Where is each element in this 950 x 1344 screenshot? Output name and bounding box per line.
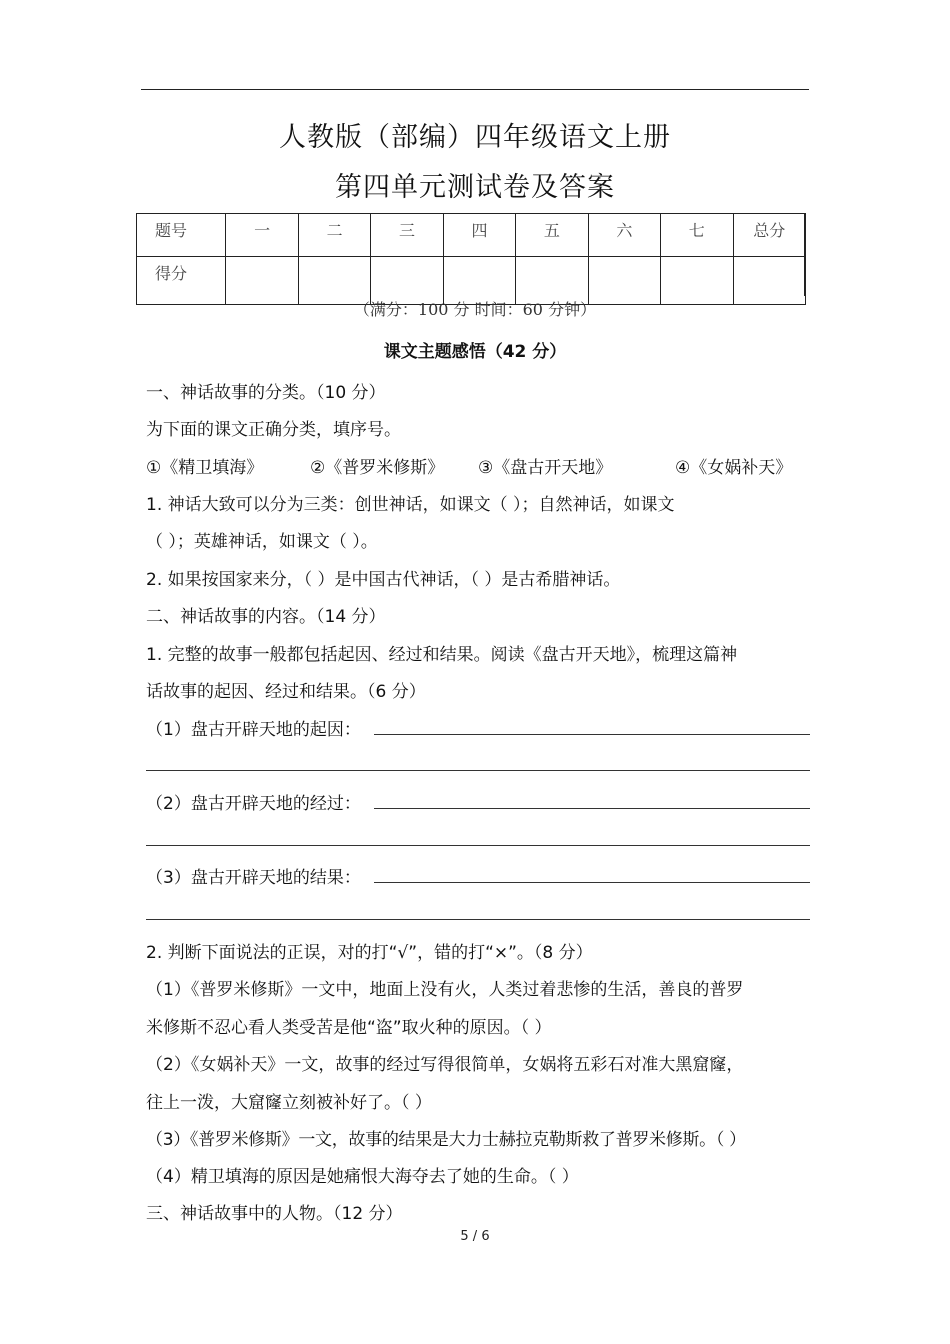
score-cell-header: 二 — [298, 214, 370, 257]
answer-line[interactable] — [146, 845, 810, 846]
q2-heading: 二、神话故事的内容。（14 分） — [146, 607, 386, 627]
q2-sub2-label: （2）盘古开辟天地的经过： — [146, 794, 361, 814]
option-2: ②《普罗米修斯》 — [310, 458, 445, 478]
option-3: ③《盘古开天地》 — [478, 458, 613, 478]
q1-item2: 2. 如果按国家来分，（ ）是中国古代神话，（ ）是古希腊神话。 — [146, 570, 621, 590]
answer-line[interactable] — [374, 734, 810, 735]
score-cell-header: 五 — [516, 214, 588, 257]
judge-3: （3）《普罗米修斯》一文，故事的结果是大力士赫拉克勒斯救了普罗米修斯。（ ） — [146, 1130, 746, 1150]
q1-instruction: 为下面的课文正确分类，填序号。 — [146, 420, 401, 440]
answer-line[interactable] — [146, 919, 810, 920]
q2-item2: 2. 判断下面说法的正误，对的打“√”，错的打“×”。（8 分） — [146, 943, 593, 963]
score-table — [136, 213, 806, 305]
judge-4: （4）精卫填海的原因是她痛恨大海夺去了她的生命。（ ） — [146, 1167, 579, 1187]
option-1: ①《精卫填海》 — [146, 458, 264, 478]
answer-line[interactable] — [374, 882, 810, 883]
q1-item1-line2: （ ）；英雄神话，如课文（ ）。 — [146, 532, 378, 552]
q2-item1-line1: 1. 完整的故事一般都包括起因、经过和结果。阅读《盘古开天地》，梳理这篇神 — [146, 645, 738, 665]
score-cell-header: 六 — [588, 214, 660, 257]
q1-heading: 一、神话故事的分类。（10 分） — [146, 383, 386, 403]
judge-2-line1: （2）《女娲补天》一文，故事的经过写得很简单，女娲将五彩石对准大黑窟窿， — [146, 1055, 744, 1075]
answer-line[interactable] — [146, 770, 810, 771]
page-subtitle: 第四单元测试卷及答案 — [335, 172, 615, 203]
table-double-border — [804, 213, 805, 296]
score-cell-header: 七 — [661, 214, 733, 257]
score-table-header-row — [137, 214, 806, 257]
q1-item1-line1: 1. 神话大致可以分为三类：创世神话，如课文（ ）；自然神话，如课文 — [146, 495, 675, 515]
exam-note: （满分：100 分 时间：60 分钟） — [353, 300, 597, 319]
q2-sub1-label: （1）盘古开辟天地的起因： — [146, 720, 361, 740]
score-cell-header: 一 — [226, 214, 298, 257]
page-number: 5 / 6 — [460, 1229, 490, 1244]
section-title: 课文主题感悟（42 分） — [383, 342, 567, 362]
header-rule — [141, 89, 809, 90]
answer-line[interactable] — [374, 808, 810, 809]
score-cell-header: 总分 — [733, 214, 806, 257]
judge-1-line2: 米修斯不忍心看人类受苦是他“盗”取火种的原因。（ ） — [146, 1018, 552, 1038]
judge-2-line2: 往上一泼，大窟窿立刻被补好了。（ ） — [146, 1093, 432, 1113]
q2-item1-line2: 话故事的起因、经过和结果。（6 分） — [146, 682, 426, 702]
option-4: ④《女娲补天》 — [675, 458, 793, 478]
q3-heading: 三、神话故事中的人物。（12 分） — [146, 1204, 403, 1224]
score-cell-header: 三 — [371, 214, 443, 257]
page-title: 人教版（部编）四年级语文上册 — [279, 122, 671, 153]
score-cell-header: 四 — [443, 214, 515, 257]
judge-1-line1: （1）《普罗米修斯》一文中，地面上没有火，人类过着悲惨的生活，善良的普罗 — [146, 980, 744, 1000]
score-cell-header: 题号 — [137, 214, 226, 257]
score-row-label: 得分 — [137, 257, 226, 305]
q2-sub3-label: （3）盘古开辟天地的结果： — [146, 868, 361, 888]
